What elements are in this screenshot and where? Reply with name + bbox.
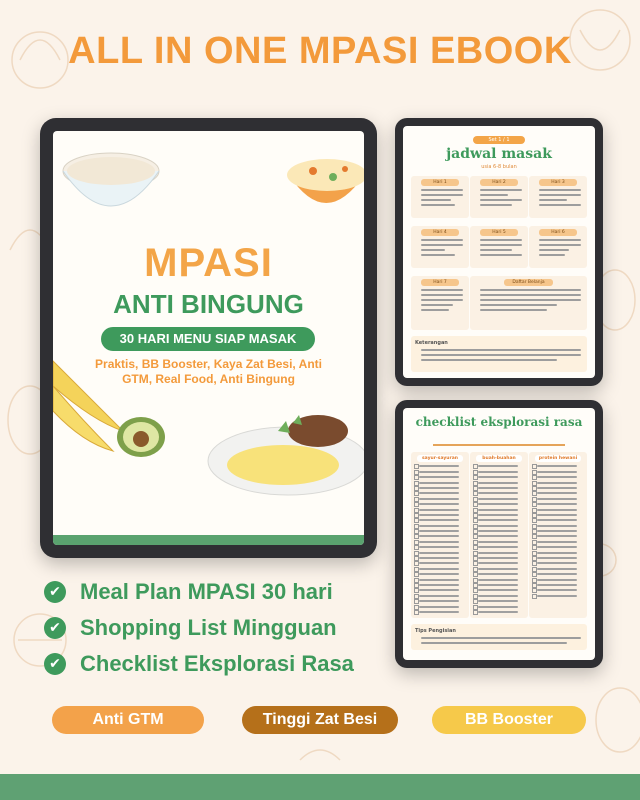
ebook-cover: [53, 131, 364, 545]
schedule-chip: Set 1 / 1: [473, 136, 525, 144]
checklist-note: Tips Pengisian: [411, 624, 587, 650]
day-card: Hari 6: [529, 226, 587, 268]
checklist-subtitle-line: [433, 444, 565, 446]
tag-anti-gtm: Anti GTM: [52, 706, 204, 734]
checklist-column: buah-buahan: [470, 452, 528, 618]
checklist-title: checklist eksplorasi rasa: [415, 415, 583, 429]
day-card: Hari 4: [411, 226, 469, 268]
checklist-column: sayur-sayuran: [411, 452, 469, 618]
tag-zat-besi: Tinggi Zat Besi: [242, 706, 398, 734]
checklist-column: protein hewani: [529, 452, 587, 618]
headline: ALL IN ONE MPASI EBOOK: [68, 30, 572, 72]
shopping-list-card: Daftar Belanja: [470, 276, 587, 330]
feature-meal-plan: ✔ Meal Plan MPASI 30 hari: [44, 576, 333, 608]
check-icon: ✔: [44, 617, 66, 639]
schedule-title: jadwal masak: [446, 146, 552, 162]
cover-pill: 30 HARI MENU SIAP MASAK: [101, 327, 315, 351]
main-tablet: [40, 118, 377, 558]
schedule-subtitle: usia 6-8 bulan: [481, 164, 517, 170]
footer-bar: [0, 774, 640, 800]
day-card: Hari 1: [411, 176, 469, 218]
check-icon: ✔: [44, 653, 66, 675]
cover-footer-bar: [53, 535, 364, 545]
cover-title: MPASI: [144, 241, 273, 285]
day-card: Hari 7: [411, 276, 469, 330]
feature-shopping-list: ✔ Shopping List Mingguan: [44, 612, 337, 644]
day-card: Hari 5: [470, 226, 528, 268]
schedule-note: Keterangan: [411, 336, 587, 372]
feature-checklist: ✔ Checklist Eksplorasi Rasa: [44, 648, 354, 680]
tag-bb-booster: BB Booster: [432, 706, 586, 734]
cover-subtitle: ANTI BINGUNG: [113, 289, 304, 319]
checklist-tablet: [395, 400, 603, 668]
check-icon: ✔: [44, 581, 66, 603]
cover-tagline: Praktis, BB Booster, Kaya Zat Besi, Anti GTM, Real Food, Anti Bingung: [95, 357, 322, 386]
schedule-page: [403, 126, 595, 378]
day-card: Hari 3: [529, 176, 587, 218]
schedule-tablet: [395, 118, 603, 386]
day-card: Hari 2: [470, 176, 528, 218]
checklist-page: [403, 408, 595, 660]
